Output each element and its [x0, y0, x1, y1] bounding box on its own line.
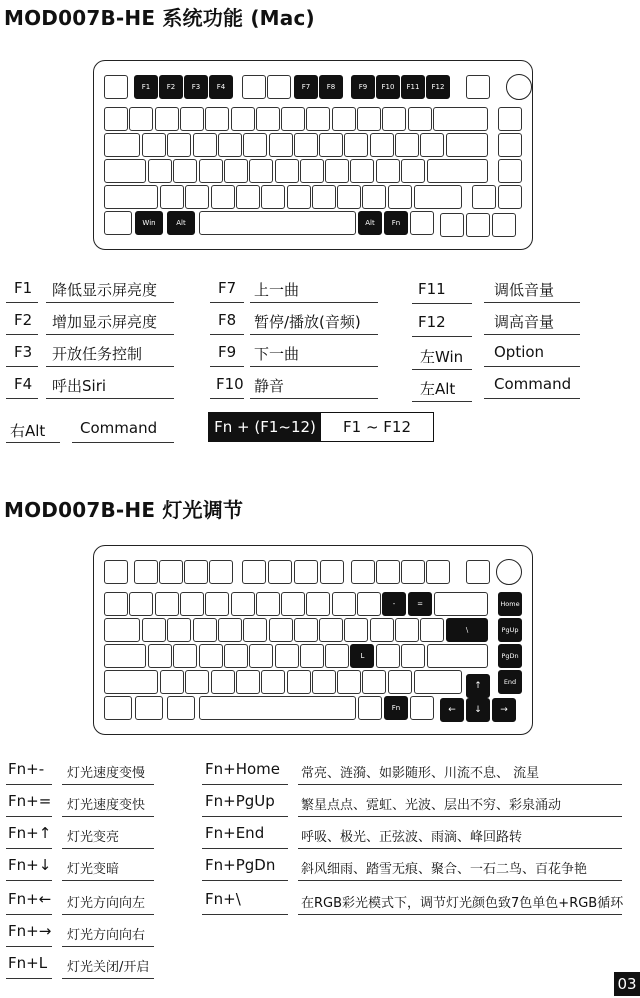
shift-left-key — [104, 185, 158, 209]
key-f1: F1 — [134, 75, 158, 99]
key — [332, 592, 356, 616]
key — [148, 644, 172, 668]
key — [193, 618, 217, 642]
table-value: 灯光速度变慢 — [67, 766, 146, 781]
key — [242, 560, 266, 584]
key — [388, 670, 412, 694]
key — [159, 560, 183, 584]
table-key: Fn+PgUp — [205, 792, 275, 810]
key — [185, 670, 209, 694]
down-key — [466, 213, 490, 237]
table-value: 开放任务控制 — [52, 345, 143, 363]
key — [173, 159, 197, 183]
key — [408, 107, 432, 131]
end-key: End — [498, 670, 522, 694]
table-value: Option — [494, 343, 545, 361]
table-value: 呼吸、极光、正弦波、雨滴、峰回路转 — [301, 830, 523, 845]
equals-key: = — [408, 592, 432, 616]
table-key: Fn+= — [8, 792, 52, 810]
key — [281, 107, 305, 131]
key — [261, 670, 285, 694]
key — [294, 618, 318, 642]
key — [243, 618, 267, 642]
key — [104, 107, 128, 131]
minus-key: - — [382, 592, 406, 616]
right-alt-key — [358, 696, 382, 720]
shift-right-key — [414, 185, 462, 209]
key — [370, 133, 394, 157]
key — [351, 560, 375, 584]
key — [268, 560, 292, 584]
key — [382, 107, 406, 131]
key — [275, 159, 299, 183]
table-key: Fn+End — [205, 824, 265, 842]
table-value: 上一曲 — [254, 281, 300, 299]
left-arrow-key: ← — [440, 698, 464, 722]
key-f2: F2 — [159, 75, 183, 99]
fn-combo-result: F1 ~ F12 — [343, 418, 411, 436]
key — [148, 159, 172, 183]
table-key: 右Alt — [10, 422, 46, 440]
table-key: 左Alt — [420, 380, 456, 398]
key — [205, 592, 229, 616]
volume-knob — [496, 559, 522, 585]
key — [357, 107, 381, 131]
enter-key — [427, 644, 488, 668]
key — [401, 560, 425, 584]
ctrl-key — [104, 696, 132, 720]
key — [211, 185, 235, 209]
fn-key: Fn — [384, 696, 408, 720]
key — [294, 560, 318, 584]
key — [167, 618, 191, 642]
key-f7: F7 — [294, 75, 318, 99]
table-value: 斜风细雨、踏雪无痕、聚合、一石二鸟、百花争艳 — [301, 862, 588, 877]
table-key: F2 — [14, 311, 33, 329]
key — [129, 592, 153, 616]
key — [185, 185, 209, 209]
table-key: Fn+PgDn — [205, 856, 276, 874]
page-number: 03 — [614, 972, 640, 996]
key-f6 — [267, 75, 291, 99]
table-value: 降低显示屏亮度 — [52, 281, 158, 299]
key — [376, 644, 400, 668]
key — [312, 670, 336, 694]
key — [160, 185, 184, 209]
backspace-key — [433, 107, 488, 131]
win-key: Win — [135, 211, 163, 235]
table-value: 灯光变暗 — [67, 862, 120, 877]
key — [142, 618, 166, 642]
l-key: L — [350, 644, 374, 668]
key — [325, 644, 349, 668]
key — [249, 644, 273, 668]
key — [155, 107, 179, 131]
key — [362, 670, 386, 694]
enter-key — [427, 159, 488, 183]
table-key: F12 — [418, 313, 446, 331]
key — [231, 107, 255, 131]
key — [287, 185, 311, 209]
key — [236, 670, 260, 694]
key — [376, 159, 400, 183]
key — [243, 133, 267, 157]
key — [337, 670, 361, 694]
key-delete — [466, 75, 490, 99]
pgdn-key: PgDn — [498, 644, 522, 668]
key — [426, 560, 450, 584]
fn-combo-label: Fn + (F1~12) — [209, 413, 321, 441]
table-key: F3 — [14, 343, 33, 361]
key — [332, 107, 356, 131]
key — [395, 133, 419, 157]
alt-key: Alt — [167, 211, 195, 235]
key — [155, 592, 179, 616]
key-f5 — [242, 75, 266, 99]
key — [224, 159, 248, 183]
shift-right-key — [414, 670, 462, 694]
key — [294, 133, 318, 157]
key — [129, 107, 153, 131]
table-key: F1 — [14, 279, 33, 297]
key — [281, 592, 305, 616]
table-key: F7 — [218, 279, 237, 297]
table-value: 灯光变亮 — [67, 830, 120, 845]
key — [498, 159, 522, 183]
pgup-key: PgUp — [498, 618, 522, 642]
key — [325, 159, 349, 183]
key — [420, 618, 444, 642]
table-value: Command — [494, 375, 572, 393]
keyboard-diagram-lighting — [93, 545, 533, 735]
up-key — [472, 185, 496, 209]
down-arrow-key: ↓ — [466, 698, 490, 722]
key — [236, 185, 260, 209]
table-key: F10 — [216, 375, 244, 393]
key-f4: F4 — [209, 75, 233, 99]
key — [376, 560, 400, 584]
esc-key — [104, 75, 128, 99]
key — [300, 644, 324, 668]
table-key: Fn+L — [8, 954, 48, 972]
table-value: 增加显示屏亮度 — [52, 313, 158, 331]
caps-key — [104, 159, 146, 183]
key — [180, 107, 204, 131]
table-key: Fn+\ — [205, 890, 241, 908]
fn-key: Fn — [384, 211, 408, 235]
key — [370, 618, 394, 642]
key-f8: F8 — [319, 75, 343, 99]
shift-left-key — [104, 670, 158, 694]
table-key: 左Win — [420, 348, 464, 366]
key — [344, 618, 368, 642]
key — [306, 592, 330, 616]
key — [218, 133, 242, 157]
table-key: F8 — [218, 311, 237, 329]
key — [160, 670, 184, 694]
table-value: 灯光方向向右 — [67, 928, 146, 943]
section1-title: MOD007B-HE 系统功能 (Mac) — [4, 6, 315, 30]
ctrl-right-key — [410, 696, 434, 720]
key — [401, 159, 425, 183]
table-value: 下一曲 — [254, 345, 300, 363]
table-value: 静音 — [254, 377, 285, 395]
key — [199, 644, 223, 668]
table-key: Fn+↓ — [8, 856, 52, 874]
table-value: 呼出Siri — [52, 377, 107, 395]
table-key: Fn+← — [8, 890, 52, 908]
keyboard-diagram-mac — [93, 60, 533, 250]
ctrl-key — [104, 211, 132, 235]
key — [320, 560, 344, 584]
key — [261, 185, 285, 209]
key — [401, 644, 425, 668]
table-key: Fn+Home — [205, 760, 280, 778]
key — [218, 618, 242, 642]
table-key: Fn+↑ — [8, 824, 52, 842]
key — [337, 185, 361, 209]
table-value: 灯光关闭/开启 — [67, 960, 150, 975]
key — [224, 644, 248, 668]
key — [275, 644, 299, 668]
key-f9: F9 — [351, 75, 375, 99]
win-key — [135, 696, 163, 720]
key — [420, 133, 444, 157]
esc-key — [104, 560, 128, 584]
key — [231, 592, 255, 616]
key — [209, 560, 233, 584]
tab-key — [104, 618, 140, 642]
key — [211, 670, 235, 694]
backslash-key — [446, 133, 488, 157]
key — [180, 592, 204, 616]
key — [498, 107, 522, 131]
key — [362, 185, 386, 209]
caps-key — [104, 644, 146, 668]
key — [249, 159, 273, 183]
key — [205, 107, 229, 131]
space-key — [199, 696, 356, 720]
key — [388, 185, 412, 209]
backslash-key: \ — [446, 618, 488, 642]
section2-title: MOD007B-HE 灯光调节 — [4, 498, 244, 522]
key — [287, 670, 311, 694]
table-value: Command — [80, 419, 158, 437]
key — [167, 133, 191, 157]
table-value: 灯光速度变快 — [67, 798, 146, 813]
key — [357, 592, 381, 616]
key-f12: F12 — [426, 75, 450, 99]
table-value: 繁星点点、霓虹、光波、层出不穷、彩泉涌动 — [301, 798, 562, 813]
space-key — [199, 211, 356, 235]
key — [104, 592, 128, 616]
key — [498, 185, 522, 209]
key — [184, 560, 208, 584]
key — [312, 185, 336, 209]
key — [142, 133, 166, 157]
key — [319, 618, 343, 642]
fn-combo-box — [208, 412, 434, 442]
key — [134, 560, 158, 584]
key — [269, 618, 293, 642]
key — [300, 159, 324, 183]
key — [173, 644, 197, 668]
key — [193, 133, 217, 157]
right-arrow-key: → — [492, 698, 516, 722]
table-value: 灯光方向向左 — [67, 896, 146, 911]
key — [199, 159, 223, 183]
key-f10: F10 — [376, 75, 400, 99]
table-key: F4 — [14, 375, 33, 393]
key — [256, 107, 280, 131]
key — [350, 159, 374, 183]
table-value: 在RGB彩光模式下，调节灯光颜色致7色单色+RGB循环 — [301, 896, 624, 911]
table-key: F11 — [418, 280, 446, 298]
backspace-key — [434, 592, 488, 616]
right-key — [492, 213, 516, 237]
key — [256, 592, 280, 616]
key — [269, 133, 293, 157]
ctrl-right-key — [410, 211, 434, 235]
key-f11: F11 — [401, 75, 425, 99]
home-key: Home — [498, 592, 522, 616]
table-key: Fn+→ — [8, 922, 52, 940]
table-value: 常亮、涟漪、如影随形、川流不息、 流星 — [301, 766, 540, 781]
key-delete — [466, 560, 490, 584]
table-value: 暂停/播放(音频) — [254, 313, 361, 331]
key — [344, 133, 368, 157]
table-value: 调高音量 — [494, 313, 555, 331]
key — [498, 133, 522, 157]
table-value: 调低音量 — [494, 281, 555, 299]
up-arrow-key: ↑ — [466, 674, 490, 698]
right-alt-key: Alt — [358, 211, 382, 235]
left-key — [440, 213, 464, 237]
key — [395, 618, 419, 642]
table-key: F9 — [218, 343, 237, 361]
key — [306, 107, 330, 131]
table-key: Fn+- — [8, 760, 45, 778]
alt-key — [167, 696, 195, 720]
key-f3: F3 — [184, 75, 208, 99]
volume-knob — [506, 74, 532, 100]
key — [319, 133, 343, 157]
tab-key — [104, 133, 140, 157]
